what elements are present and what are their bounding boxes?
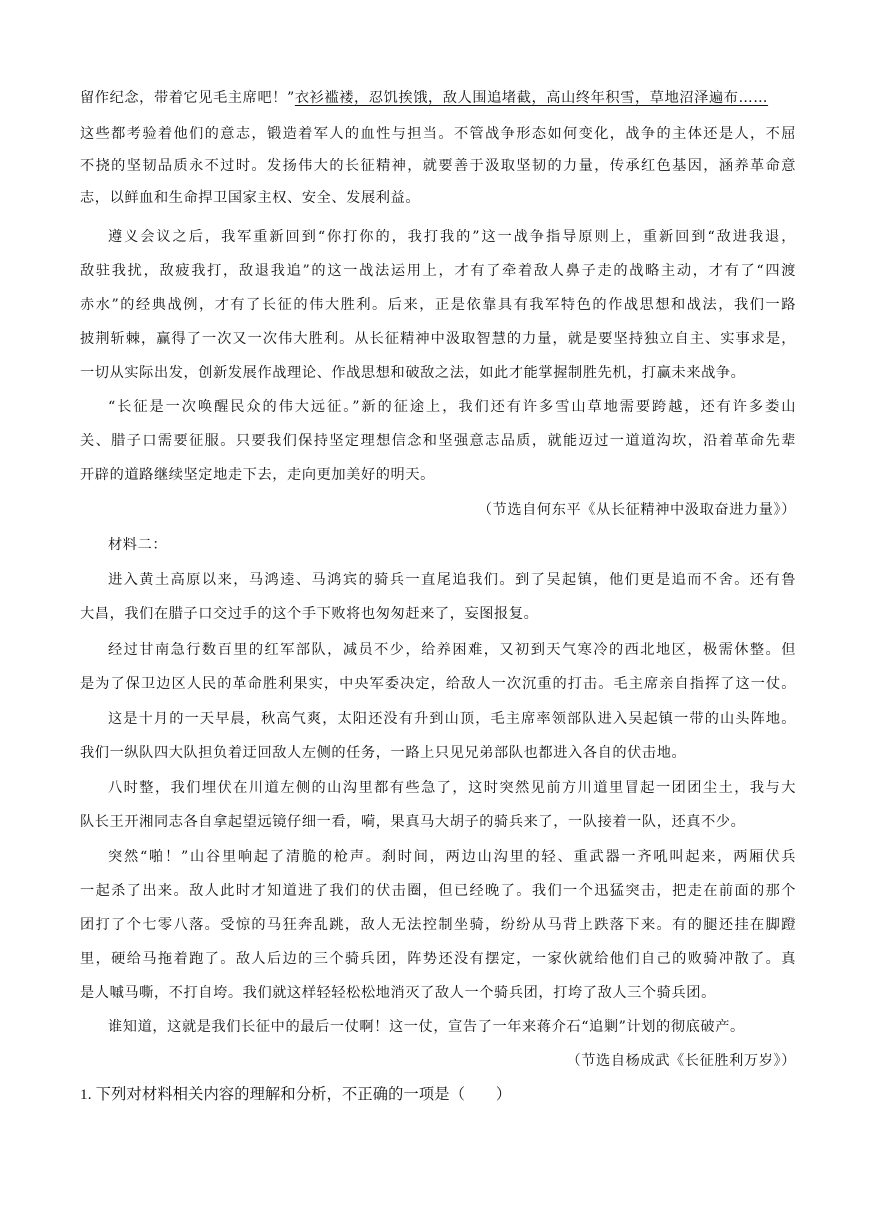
paragraph-start: 突然“啪！”山谷里响起了清脆的枪声。刹时间，两边山沟里的轻、重武器一齐吼叫起来，两厢伏兵 bbox=[108, 849, 796, 865]
underlined-text: 衣衫褴褛，忍饥挨饿，敌人围追堵截，高山终年积雪，草地沼泽遍布…… bbox=[294, 90, 769, 106]
paragraph-start: 经过甘南急行数百里的红军部队，减员不少，给养困难，又初到天气寒冷的西北地区，极需休整。但 bbox=[108, 642, 796, 658]
text-line: 是人嘁马嘶，不打自垮。我们就这样轻轻松松地消灭了敌人一个骑兵团，打垮了敌人三个骑兵团。 bbox=[80, 985, 716, 1001]
text-line: 团打了个七零八落。受惊的马狂奔乱跳，敌人无法控制坐骑，纷纷从马背上跌落下来。有的腿还挂在脚蹬 bbox=[80, 917, 796, 933]
text-line: 关、腊子口需要征服。只要我们保持坚定理想信念和坚强意志品质，就能迈过一道道沟坎，沿着革命先辈 bbox=[80, 433, 796, 449]
text-line: 开辟的道路继续坚定地走下去，走向更加美好的明天。 bbox=[80, 467, 435, 483]
text-line: 披荆斩棘，赢得了一次又一次伟大胜利。从长征精神中汲取智慧的力量，就是要坚持独立自主、实事求是， bbox=[80, 331, 796, 347]
text-line bbox=[80, 84, 796, 112]
paragraph-start: “长征是一次唤醒民众的伟大远征。”新的征途上，我们还有许多雪山草地需要跨越，还有许多娄山 bbox=[108, 399, 796, 415]
citation: （节选自杨成武《长征胜利万岁》） bbox=[566, 1053, 796, 1069]
paragraph-start: 这是十月的一天早晨，秋高气爽，太阳还没有升到山顶，毛主席率领部队进入吴起镇一带的山头阵地。 bbox=[108, 711, 796, 727]
text-line: 赤水”的经典战例，才有了长征的伟大胜利。后来，正是依靠具有我军特色的作战思想和战法，我们一路 bbox=[80, 297, 796, 313]
text-line: 队长王开湘同志各自拿起望远镜仔细一看，嗬，果真马大胡子的骑兵来了，一队接着一队，还真不少。 bbox=[80, 814, 746, 830]
paragraph-start: 遵义会议之后，我军重新回到“你打你的，我打我的”这一战争指导原则上，重新回到“敌进我退， bbox=[108, 229, 796, 245]
text-line: 一起杀了出来。敌人此时才知道进了我们的伏击圈，但已经晚了。我们一个迅猛突击，把走在前面的那个 bbox=[80, 883, 796, 899]
text-line: 一切从实际出发，创新发展作战理论、作战思想和破敌之法，如此才能掌握制胜先机，打赢未来战争。 bbox=[80, 365, 746, 381]
text-line: 我们一纵队四大队担负着迂回敌人左侧的任务，一路上只见兄弟部队也都进入各自的伏击地。 bbox=[80, 745, 687, 761]
text-line: 不挠的坚韧品质永不过时。发扬伟大的长征精神，就要善于汲取坚韧的力量，传承红色基因，涵养革命意 bbox=[80, 158, 796, 174]
text-line: 是为了保卫边区人民的革命胜利果实，中央军委决定，给敌人一次沉重的打击。毛主席亲自指挥了这一仗。 bbox=[80, 676, 796, 692]
paragraph-start: 八时整，我们埋伏在川道左侧的山沟里都有些急了，这时突然见前方川道里冒起一团团尘土，我与大 bbox=[108, 780, 796, 796]
section-heading: 材料二： bbox=[108, 537, 168, 553]
text-segment: 留作纪念，带着它见毛主席吧！” bbox=[80, 90, 295, 106]
text-line: 里，硬给马拖着跑了。敌人后边的三个骑兵团，阵势还没有摆定，一家伙就给他们自己的败骑冲散了。真 bbox=[80, 951, 796, 967]
paragraph-start: 谁知道，这就是我们长征中的最后一仗啊！这一仗，宣告了一年来蒋介石“追剿”计划的彻底破产。 bbox=[108, 1019, 745, 1035]
text-line: 大昌，我们在腊子口交过手的这个手下败将也匆匆赶来了，妄图报复。 bbox=[80, 606, 539, 622]
question-1: 1. 下列对材料相关内容的理解和分析，不正确的一项是（ ） bbox=[80, 1086, 512, 1103]
citation: （节选自何东平《从长征精神中汲取奋进力量》） bbox=[477, 502, 796, 518]
text-line: 敌驻我扰，敌疲我打，敌退我追”的这一战法运用上，才有了牵着敌人鼻子走的战略主动，才有了“四渡 bbox=[80, 263, 796, 279]
text-line: 志，以鲜血和生命捍卫国家主权、安全、发展利益。 bbox=[80, 190, 421, 206]
paragraph-start: 进入黄土高原以来，马鸿逵、马鸿宾的骑兵一直尾追我们。到了吴起镇，他们更是追而不舍。还有鲁 bbox=[108, 572, 796, 588]
text-line: 这些都考验着他们的意志，锻造着军人的血性与担当。不管战争形态如何变化，战争的主体还是人，不屈 bbox=[80, 126, 796, 142]
